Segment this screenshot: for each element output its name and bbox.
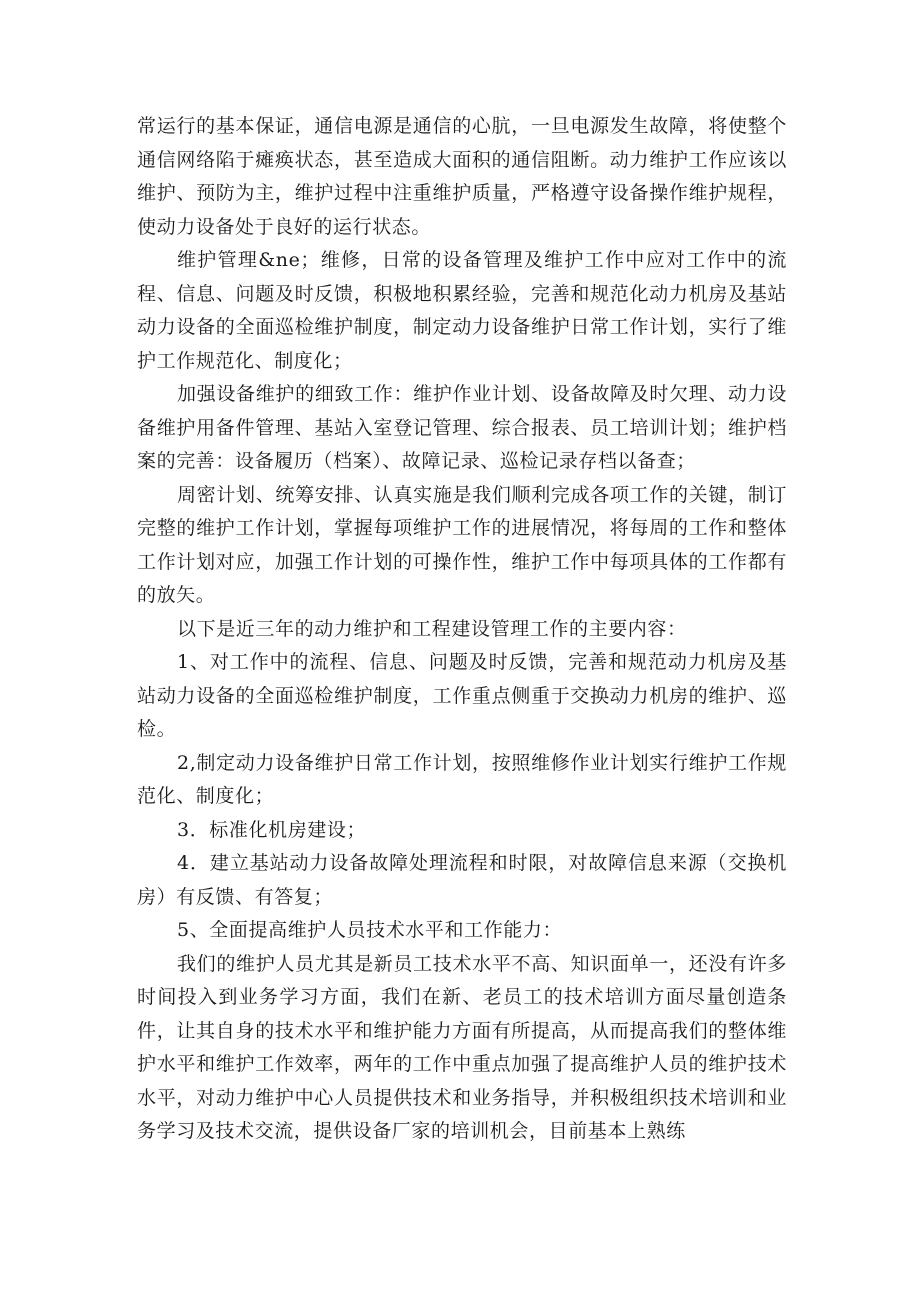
list-item-5: 5、全面提高维护人员技术水平和工作能力： [177, 919, 563, 941]
paragraph-detailed-work: 加强设备维护的细致工作：维护作业计划、设备故障及时欠理、动力设备维护用备件管理、基站入室登记管理、综合报表、员工培训计划；维护档案的完善：设备履历（档案）、故障记录、巡检记录存档以备查； [137, 383, 787, 472]
list-item-1: 1、对工作中的流程、信息、问题及时反馈，完善和规范动力机房及基站动力设备的全面巡检维护制度，工作重点侧重于交换动力机房的维护、巡检。 [137, 651, 787, 740]
document-body [137, 110, 787, 1149]
list-item-3: 3．标准化机房建设； [177, 818, 367, 841]
paragraph-staff-training: 我们的维护人员尤其是新员工技术水平不高、知识面单一，还没有许多时间投入到业务学习方面，我们在新、老员工的技术培训方面尽量创造条件，让其自身的技术水平和维护能力方面有所提高，从而提高我们的整体维护水平和维护工作效率，两年的工作中重点加强了提高维护人员的维护技术水平，对动力维护中心人员提供技术和业务指导，并积极组织技术培训和业务学习及技术交流，提供设备厂家的培训机会，目前基本上熟练 [137, 952, 787, 1142]
paragraph-planning: 周密计划、统筹安排、认真实施是我们顺利完成各项工作的关键，制订完整的维护工作计划，掌握每项维护工作的进展情况，将每周的工作和整体工作计划对应，加强工作计划的可操作性，维护工作中每项具体的工作都有的放矢。 [137, 483, 787, 606]
paragraph-main-content-intro: 以下是近三年的动力维护和工程建设管理工作的主要内容： [177, 617, 687, 640]
paragraph-maintenance-management: 维护管理&ne；维修，日常的设备管理及维护工作中应对工作中的流程、信息、问题及时反馈，积极地积累经验，完善和规范化动力机房及基站动力设备的全面巡检维护制度，制定动力设备维护日常工作计划，实行了维护工作规范化、制度化； [137, 249, 787, 372]
list-item-4: 4．建立基站动力设备故障处理流程和时限，对故障信息来源（交换机房）有反馈、有答复； [137, 852, 787, 908]
paragraph-power-importance: 常运行的基本保证，通信电源是通信的心肮，一旦电源发生故障，将使整个通信网络陷于瘫痪状态，甚至造成大面积的通信阻断。动力维护工作应该以维护、预防为主，维护过程中注重维护质量，严格遵守设备操作维护规程，使动力设备处于良好的运行状态。 [137, 115, 787, 238]
list-item-2: 2,制定动力设备维护日常工作计划，按照维修作业计划实行维护工作规范化、制度化； [137, 751, 787, 807]
